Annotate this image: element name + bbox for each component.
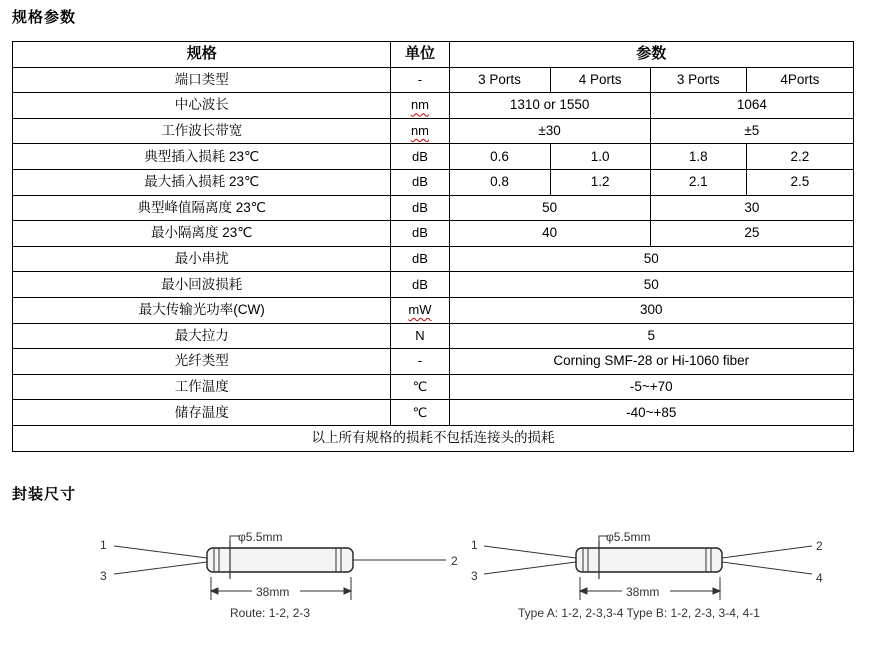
row-value: 50 (449, 195, 650, 221)
row-unit: dB (391, 144, 449, 170)
row-unit: dB (391, 221, 449, 247)
port-label: 2 (451, 554, 458, 568)
row-value: 2.2 (746, 144, 853, 170)
row-value: 1.8 (650, 144, 746, 170)
fiber-line (722, 562, 812, 574)
row-unit: ℃ (391, 374, 449, 400)
row-value: 30 (650, 195, 853, 221)
row-label: 典型插入损耗 23℃ (13, 144, 391, 170)
row-label: 最小回波损耗 (13, 272, 391, 298)
row-unit: mW (408, 302, 432, 318)
row-label: 最小隔离度 23℃ (13, 221, 391, 247)
package-section-title: 封装尺寸 (12, 485, 77, 503)
device-tube (576, 548, 722, 572)
row-label: 最大传输光功率(CW) (13, 297, 391, 323)
header-spec: 规格 (13, 42, 391, 68)
row-label: 最大插入损耗 23℃ (13, 169, 391, 195)
row-value: 300 (449, 297, 854, 323)
port-label: 3 (100, 569, 107, 583)
diameter-label: φ5.5mm (238, 530, 283, 544)
length-label: 38mm (256, 585, 290, 599)
row-unit: dB (391, 169, 449, 195)
row-label: 工作波长带宽 (13, 118, 391, 144)
row-label: 中心波长 (13, 93, 391, 119)
row-unit: dB (391, 246, 449, 272)
row-value: 3 Ports (650, 67, 746, 93)
row-value: Corning SMF-28 or Hi-1060 fiber (449, 349, 854, 375)
row-value: 4 Ports (550, 67, 650, 93)
row-value: 40 (449, 221, 650, 247)
row-unit: dB (391, 272, 449, 298)
row-unit: dB (391, 195, 449, 221)
row-label: 最大拉力 (13, 323, 391, 349)
port-label: 2 (816, 539, 823, 553)
row-label: 端口类型 (13, 67, 391, 93)
row-value: ±30 (449, 118, 650, 144)
row-label: 光纤类型 (13, 349, 391, 375)
port-label: 1 (100, 538, 107, 552)
row-value: 1310 or 1550 (449, 93, 650, 119)
type-caption: Type A: 1-2, 2-3,3-4 Type B: 1-2, 2-3, 3-4, 4-1 (518, 606, 760, 620)
header-unit: 单位 (391, 42, 449, 68)
row-value: 25 (650, 221, 853, 247)
length-label: 38mm (626, 585, 660, 599)
route-caption: Route: 1-2, 2-3 (230, 606, 311, 620)
row-unit: - (391, 349, 449, 375)
table-footnote: 以上所有规格的损耗不包括连接头的损耗 (13, 425, 854, 451)
port-label: 3 (471, 569, 478, 583)
row-value: 5 (449, 323, 854, 349)
fiber-line (722, 546, 812, 558)
fiber-line (484, 562, 576, 574)
row-label: 典型峰值隔离度 23℃ (13, 195, 391, 221)
row-value: 1.0 (550, 144, 650, 170)
row-unit: nm (410, 123, 429, 139)
port-label: 4 (816, 571, 823, 585)
row-label: 储存温度 (13, 400, 391, 426)
row-label: 工作温度 (13, 374, 391, 400)
row-value: 3 Ports (449, 67, 550, 93)
diameter-label: φ5.5mm (606, 530, 651, 544)
row-value: 2.1 (650, 169, 746, 195)
row-value: 1.2 (550, 169, 650, 195)
row-unit: nm (410, 97, 429, 113)
row-value: 4Ports (746, 67, 853, 93)
fiber-line (114, 546, 207, 558)
row-unit: N (391, 323, 449, 349)
row-value: 0.6 (449, 144, 550, 170)
device-tube (207, 548, 353, 572)
row-value: 0.8 (449, 169, 550, 195)
row-value: -5~+70 (449, 374, 854, 400)
row-value: ±5 (650, 118, 853, 144)
row-value: 50 (449, 272, 854, 298)
row-value: 1064 (650, 93, 853, 119)
row-unit: ℃ (391, 400, 449, 426)
row-value: -40~+85 (449, 400, 854, 426)
fiber-line (484, 546, 576, 558)
spec-section-title: 规格参数 (12, 8, 77, 26)
row-value: 50 (449, 246, 854, 272)
row-label: 最小串扰 (13, 246, 391, 272)
row-unit: - (391, 67, 449, 93)
header-param: 参数 (449, 42, 854, 68)
fiber-line (114, 562, 207, 574)
row-value: 2.5 (746, 169, 853, 195)
port-label: 1 (471, 538, 478, 552)
